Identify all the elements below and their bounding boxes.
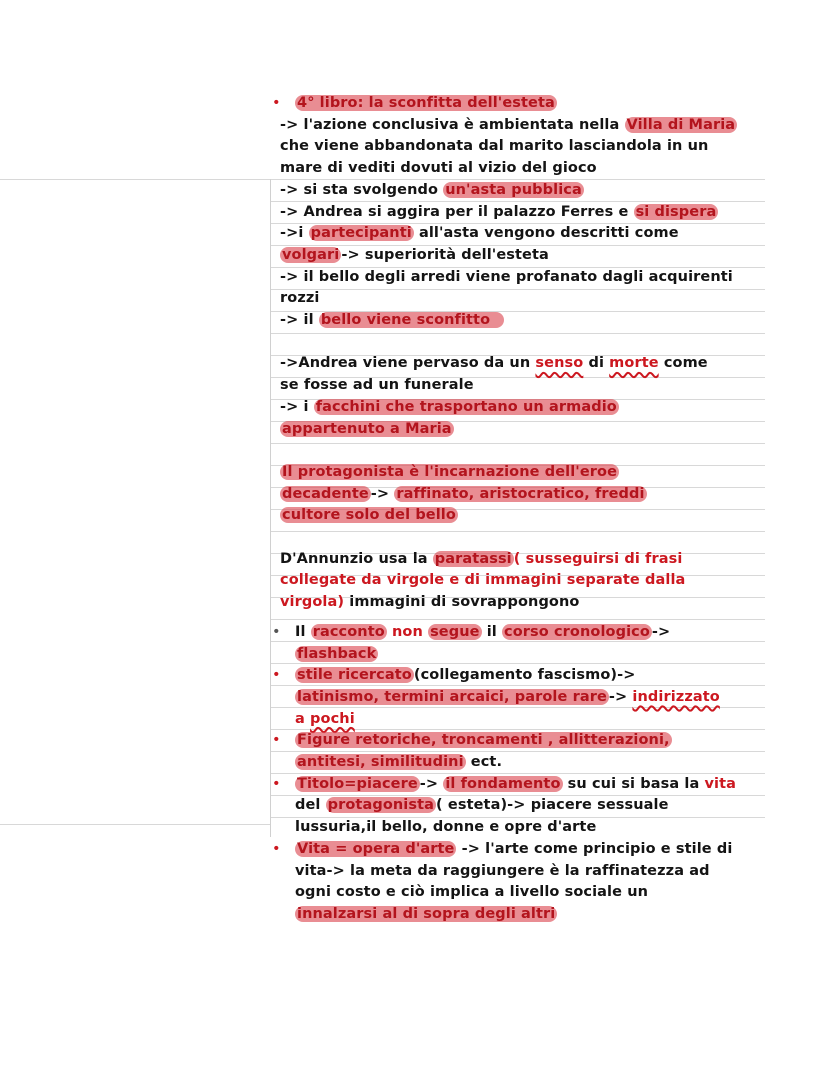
margin-line <box>270 179 271 837</box>
note-line: -> il bello viene sconfitto <box>280 310 780 332</box>
list-item: • Titolo=piacere -> il fondamento su cui si basa la vita del protagonista ( esteta)-> piacere sessuale lussuria,il bello, donne e opre d'arte <box>280 774 780 839</box>
list-item: • Figure retoriche, troncamenti , allitterazioni, antitesi, similitudini ect. <box>280 730 780 773</box>
note-line: appartenuto a Maria <box>282 420 452 437</box>
note-line: -> il bello degli arredi viene profanato dagli acquirenti <box>280 268 733 285</box>
note-line: -> l'azione conclusiva è ambientata nella Villa di Maria <box>280 116 736 133</box>
note-line: volgari -> superiorità dell'esteta <box>282 246 549 263</box>
note-line: decadente -> raffinato, aristocratico, freddi <box>282 485 645 502</box>
note-line: virgola) immagini di sovrappongono <box>280 594 580 611</box>
bullet-list <box>280 622 780 926</box>
section-heading: • 4° libro: la sconfitta dell'esteta <box>280 93 780 115</box>
note-line: ->i partecipanti all'asta vengono descritti come <box>280 225 679 242</box>
list-item: • stile ricercato (collegamento fascismo)-> latinismo, termini arcaici, parole rare -> indirizzato a pochi <box>280 665 780 730</box>
note-line: -> i facchini che trasportano un armadio <box>280 398 617 415</box>
note-line: -> si sta svolgendo un'asta pubblica <box>280 181 582 198</box>
ruled-line <box>0 824 270 825</box>
note-line: mare di vediti dovuti al vizio del gioco <box>280 160 597 177</box>
notes-content <box>280 93 780 926</box>
note-line: se fosse ad un funerale <box>280 377 474 394</box>
note-line: ->Andrea viene pervaso da un senso di morte come <box>280 355 708 372</box>
list-item: • Il racconto non segue il corso cronologico -> flashback <box>280 622 780 665</box>
list-item: • Vita = opera d'arte -> l'arte come principio e stile di vita-> la meta da raggiungere è la raffinatezza ad ogni costo e ciò implica a livello sociale un innalzarsi al di sopra degli altri <box>280 839 780 926</box>
note-line: -> Andrea si aggira per il palazzo Ferres e si dispera <box>280 203 717 220</box>
note-line: cultore solo del bello <box>282 507 456 524</box>
note-line: rozzi <box>280 290 320 307</box>
note-line: D'Annunzio usa la paratassi ( susseguirsi di frasi <box>280 550 683 567</box>
note-line: Il protagonista è l'incarnazione dell'eroe <box>282 463 618 480</box>
ruled-line <box>0 179 270 180</box>
note-line: collegate da virgole e di immagini separate dalla <box>280 572 686 589</box>
note-line: che viene abbandonata dal marito lasciandola in un <box>280 138 709 155</box>
